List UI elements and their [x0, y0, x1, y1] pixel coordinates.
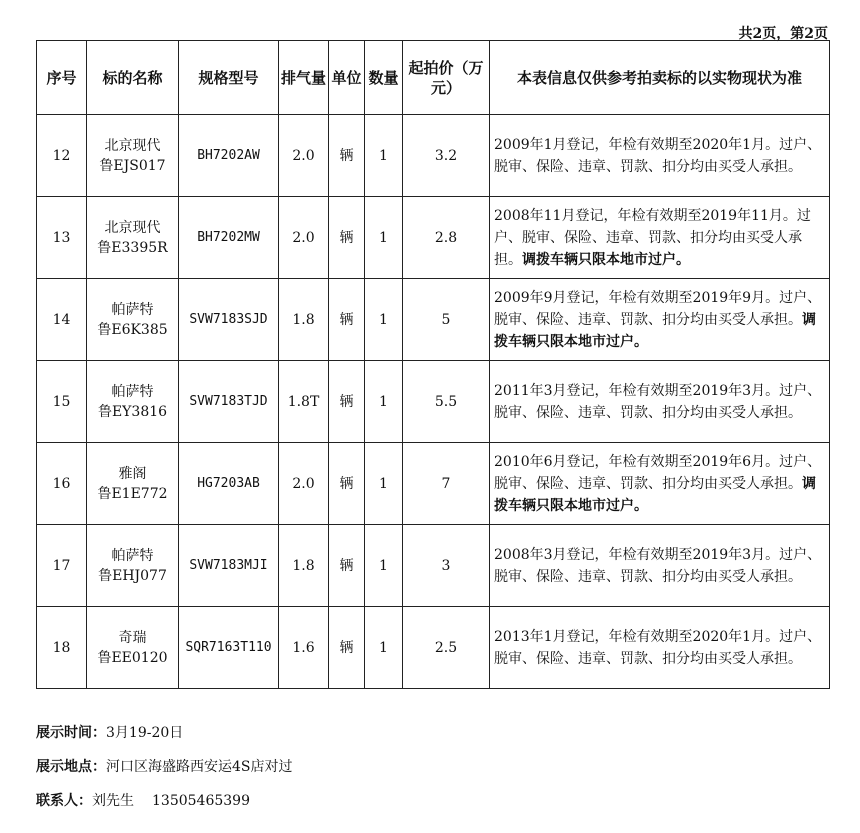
plate-number: 鲁EHJ077: [98, 567, 167, 584]
cell-name: [87, 115, 179, 197]
note-text: 2009年1月登记，年检有效期至2020年1月。过户、脱审、保险、违章、罚款、扣分均由买受人承担。: [494, 136, 822, 175]
plate-number: 鲁E6K385: [97, 321, 168, 338]
table-row: [37, 115, 830, 197]
plate-number: 鲁E3395R: [97, 239, 168, 256]
cell-start-price: 2.5: [403, 607, 490, 689]
display-place-value: 河口区海盛路西安运4S店对过: [106, 759, 293, 775]
cell-start-price: 5: [403, 279, 490, 361]
table-header-row: [37, 41, 830, 115]
table-row: [37, 279, 830, 361]
cell-note: [490, 361, 830, 443]
vehicle-name: 帕萨特: [111, 301, 154, 318]
cell-start-price: 3.2: [403, 115, 490, 197]
plate-number: 鲁E1E772: [97, 485, 168, 502]
header-seq: 序号: [37, 41, 87, 115]
cell-note: [490, 443, 830, 525]
cell-unit: 辆: [329, 115, 365, 197]
cell-unit: 辆: [329, 361, 365, 443]
vehicle-name: 北京现代: [104, 219, 161, 236]
cell-quantity: 1: [365, 525, 403, 607]
header-name: 标的名称: [87, 41, 179, 115]
cell-quantity: 1: [365, 197, 403, 279]
header-start-price: 起拍价（万元）: [403, 41, 490, 115]
contact-phone: 13505465399: [152, 793, 250, 809]
cell-displacement: 1.6: [279, 607, 329, 689]
cell-name: [87, 607, 179, 689]
cell-seq: 13: [37, 197, 87, 279]
note-bold-text: 调拨车辆只限本地市过户。: [494, 475, 816, 514]
page-indicator: 共2页，第2页: [738, 26, 828, 42]
cell-quantity: 1: [365, 607, 403, 689]
cell-seq: 16: [37, 443, 87, 525]
note-text: 2013年1月登记，年检有效期至2020年1月。过户、脱审、保险、违章、罚款、扣分均由买受人承担。: [494, 628, 822, 667]
cell-seq: 15: [37, 361, 87, 443]
cell-model: SVW7183MJI: [179, 525, 279, 607]
cell-seq: 18: [37, 607, 87, 689]
cell-name: [87, 525, 179, 607]
cell-note: [490, 607, 830, 689]
cell-model: SVW7183TJD: [179, 361, 279, 443]
cell-quantity: 1: [365, 279, 403, 361]
note-text: 2011年3月登记，年检有效期至2019年3月。过户、脱审、保险、违章、罚款、扣分均由买受人承担。: [494, 382, 822, 421]
cell-displacement: 1.8: [279, 525, 329, 607]
cell-displacement: 1.8T: [279, 361, 329, 443]
cell-note: [490, 279, 830, 361]
cell-model: HG7203AB: [179, 443, 279, 525]
plate-number: 鲁EE0120: [97, 649, 168, 666]
display-time-value: 3月19-20日: [106, 725, 184, 741]
contact-label: 联系人：: [36, 793, 92, 809]
note-text: 2010年6月登记，年检有效期至2019年6月。过户、脱审、保险、违章、罚款、扣分均由买受人承担。: [494, 453, 822, 492]
cell-model: SQR7163T110: [179, 607, 279, 689]
cell-seq: 14: [37, 279, 87, 361]
cell-displacement: 1.8: [279, 279, 329, 361]
cell-displacement: 2.0: [279, 115, 329, 197]
cell-unit: 辆: [329, 525, 365, 607]
cell-name: [87, 361, 179, 443]
cell-name: [87, 443, 179, 525]
header-displacement: 排气量: [279, 41, 329, 115]
header-model: 规格型号: [179, 41, 279, 115]
cell-start-price: 7: [403, 443, 490, 525]
cell-displacement: 2.0: [279, 197, 329, 279]
header-note: 本表信息仅供参考拍卖标的以实物现状为准: [490, 41, 830, 115]
cell-quantity: 1: [365, 115, 403, 197]
vehicle-name: 北京现代: [104, 137, 161, 154]
cell-name: [87, 279, 179, 361]
footer-display-time: [36, 722, 183, 742]
cell-unit: 辆: [329, 279, 365, 361]
cell-quantity: 1: [365, 443, 403, 525]
cell-quantity: 1: [365, 361, 403, 443]
table-row: [37, 361, 830, 443]
display-place-label: 展示地点：: [36, 759, 106, 775]
display-time-label: 展示时间：: [36, 725, 106, 741]
plate-number: 鲁EY3816: [97, 403, 168, 420]
note-bold-text: 调拨车辆只限本地市过户。: [494, 311, 816, 350]
cell-unit: 辆: [329, 197, 365, 279]
cell-model: BH7202MW: [179, 197, 279, 279]
cell-note: [490, 525, 830, 607]
note-text: 2009年9月登记，年检有效期至2019年9月。过户、脱审、保险、违章、罚款、扣分均由买受人承担。: [494, 289, 822, 328]
contact-name: 刘先生: [92, 793, 134, 809]
cell-start-price: 5.5: [403, 361, 490, 443]
note-bold-text: 调拨车辆只限本地市过户。: [522, 251, 690, 268]
table-row: [37, 197, 830, 279]
vehicle-name: 奇瑞: [118, 629, 147, 646]
table-row: [37, 607, 830, 689]
note-text: 2008年11月登记，年检有效期至2019年11月。过户、脱审、保险、违章、罚款、扣分均由买受人承担。: [494, 207, 811, 268]
header-unit: 单位: [329, 41, 365, 115]
vehicle-name: 雅阁: [118, 465, 147, 482]
footer-contact: [36, 790, 250, 810]
cell-start-price: 3: [403, 525, 490, 607]
cell-note: [490, 115, 830, 197]
plate-number: 鲁EJS017: [99, 157, 166, 174]
footer-display-place: [36, 756, 293, 776]
cell-model: BH7202AW: [179, 115, 279, 197]
vehicle-name: 帕萨特: [111, 383, 154, 400]
cell-unit: 辆: [329, 443, 365, 525]
cell-seq: 17: [37, 525, 87, 607]
note-text: 2008年3月登记，年检有效期至2019年3月。过户、脱审、保险、违章、罚款、扣分均由买受人承担。: [494, 546, 822, 585]
cell-model: SVW7183SJD: [179, 279, 279, 361]
cell-name: [87, 197, 179, 279]
table-row: [37, 443, 830, 525]
cell-displacement: 2.0: [279, 443, 329, 525]
cell-unit: 辆: [329, 607, 365, 689]
header-quantity: 数量: [365, 41, 403, 115]
cell-seq: 12: [37, 115, 87, 197]
vehicle-name: 帕萨特: [111, 547, 154, 564]
cell-note: [490, 197, 830, 279]
auction-table: [36, 40, 830, 689]
table-row: [37, 525, 830, 607]
cell-start-price: 2.8: [403, 197, 490, 279]
